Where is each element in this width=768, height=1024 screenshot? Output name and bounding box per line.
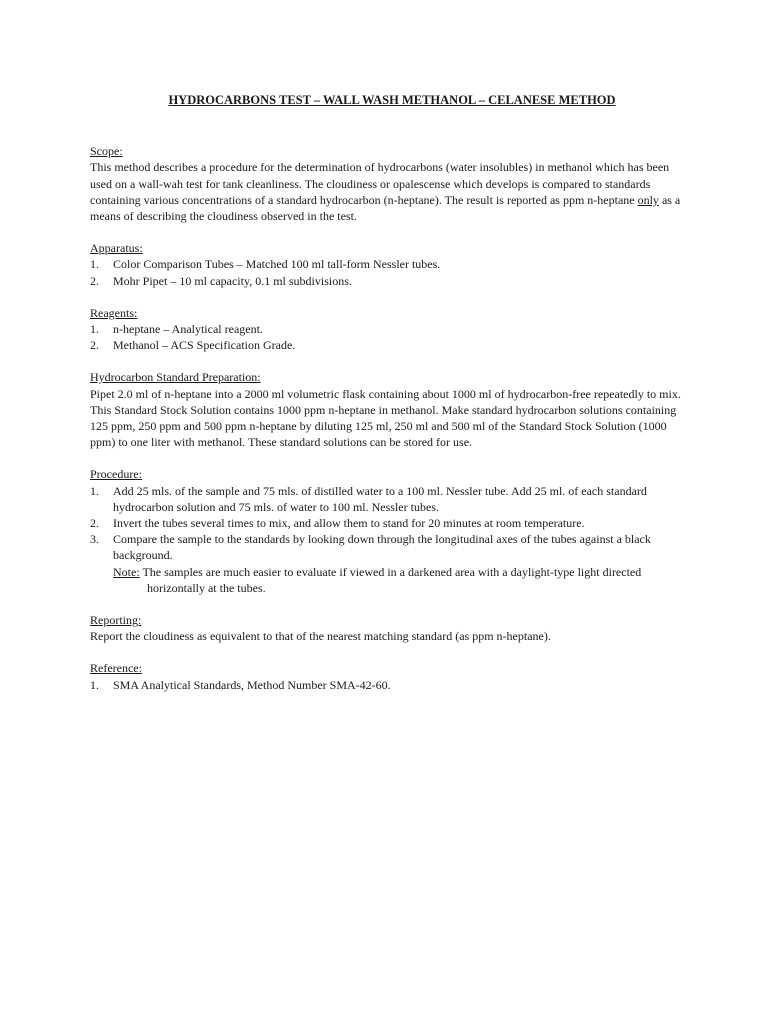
- document-page: [90, 92, 690, 709]
- list-item-number: 3.: [90, 532, 99, 547]
- scope-text-before: This method describes a procedure for the determination of hydrocarbons (water insolubles) in methanol which has been used on a wall-wah test for tank cleanliness. The cloudiness or opalescense which develops is compared to standards containing various concentrations of a standard hydrocarbon (n-heptane). The result is reported as ppm n-heptane: [90, 160, 670, 207]
- note-label: Note:: [113, 564, 140, 579]
- apparatus-list: [90, 256, 690, 288]
- list-item: [90, 273, 690, 289]
- list-item: [90, 256, 690, 272]
- list-item-text: Compare the sample to the standards by looking down through the longitudinal axes of the tubes against a black background.: [113, 532, 651, 563]
- scope-text-after: as a means of describing the cloudiness observed in the test.: [90, 192, 681, 224]
- list-item: [90, 483, 690, 515]
- list-item-number: 2.: [90, 516, 99, 531]
- list-item-text: Add 25 mls. of the sample and 75 mls. of distilled water to a 100 ml. Nessler tube. Add 25 ml. of each standard hydrocarbon solution and 75 mls. of water to 100 ml. Nessler tubes.: [113, 483, 647, 514]
- standard-prep-text: Pipet 2.0 ml of n-heptane into a 2000 ml volumetric flask containing about 1000 ml of hydrocarbon-free repeatedly to mix. This Standard Stock Solution contains 1000 ppm n-heptane in methanol. Make standard hydrocarbon solutions containing 125 ppm, 250 ppm and 500 ppm n-heptane by diluting 125 ml, 250 ml and 500 ml of the Standard Stock Solution (1000 ppm) to one liter with methanol. These standard solutions can be stored for use.: [90, 386, 681, 450]
- list-item: [90, 515, 690, 531]
- list-item-number: 2.: [90, 338, 99, 353]
- standard-prep-heading: Hydrocarbon Standard Preparation:: [90, 370, 261, 385]
- procedure-note: [90, 564, 690, 596]
- list-item-number: 1.: [90, 483, 99, 498]
- reagents-section: [90, 305, 690, 354]
- reporting-text: Report the cloudiness as equivalent to that of the nearest matching standard (as ppm n-heptane).: [90, 629, 551, 644]
- apparatus-section: [90, 240, 690, 289]
- reagents-list: [90, 321, 690, 353]
- standard-prep-section: [90, 369, 690, 450]
- list-item-number: 1.: [90, 257, 99, 272]
- list-item: [90, 531, 690, 563]
- apparatus-heading: Apparatus:: [90, 241, 143, 256]
- list-item-text: Color Comparison Tubes – Matched 100 ml tall-form Nessler tubes.: [113, 257, 441, 272]
- reference-list: [90, 677, 690, 693]
- procedure-list: [90, 483, 690, 564]
- list-item-text: Mohr Pipet – 10 ml capacity, 0.1 ml subdivisions.: [113, 273, 352, 288]
- reference-section: [90, 660, 690, 692]
- reporting-heading: Reporting:: [90, 613, 142, 628]
- reporting-section: [90, 612, 690, 644]
- list-item-number: 2.: [90, 273, 99, 288]
- scope-text: [90, 159, 690, 224]
- list-item-text: Invert the tubes several times to mix, and allow them to stand for 20 minutes at room temperature.: [113, 516, 585, 531]
- list-item-number: 1.: [90, 322, 99, 337]
- procedure-heading: Procedure:: [90, 467, 142, 482]
- list-item-number: 1.: [90, 677, 99, 692]
- reagents-heading: Reagents:: [90, 305, 138, 320]
- scope-heading: Scope:: [90, 144, 123, 159]
- list-item: [90, 677, 690, 693]
- list-item-text: SMA Analytical Standards, Method Number SMA-42-60.: [113, 677, 391, 692]
- reference-heading: Reference:: [90, 661, 142, 676]
- scope-emphasis: only: [637, 192, 659, 207]
- procedure-section: [90, 466, 690, 596]
- scope-section: [90, 143, 690, 224]
- list-item-text: n-heptane – Analytical reagent.: [113, 322, 263, 337]
- note-text: The samples are much easier to evaluate if viewed in a darkened area with a daylight-type light directed horizontally at the tubes.: [139, 564, 642, 595]
- list-item: [90, 321, 690, 337]
- list-item: [90, 337, 690, 353]
- list-item-text: Methanol – ACS Specification Grade.: [113, 338, 296, 353]
- document-title: HYDROCARBONS TEST – WALL WASH METHANOL – CELANESE METHOD: [168, 93, 616, 107]
